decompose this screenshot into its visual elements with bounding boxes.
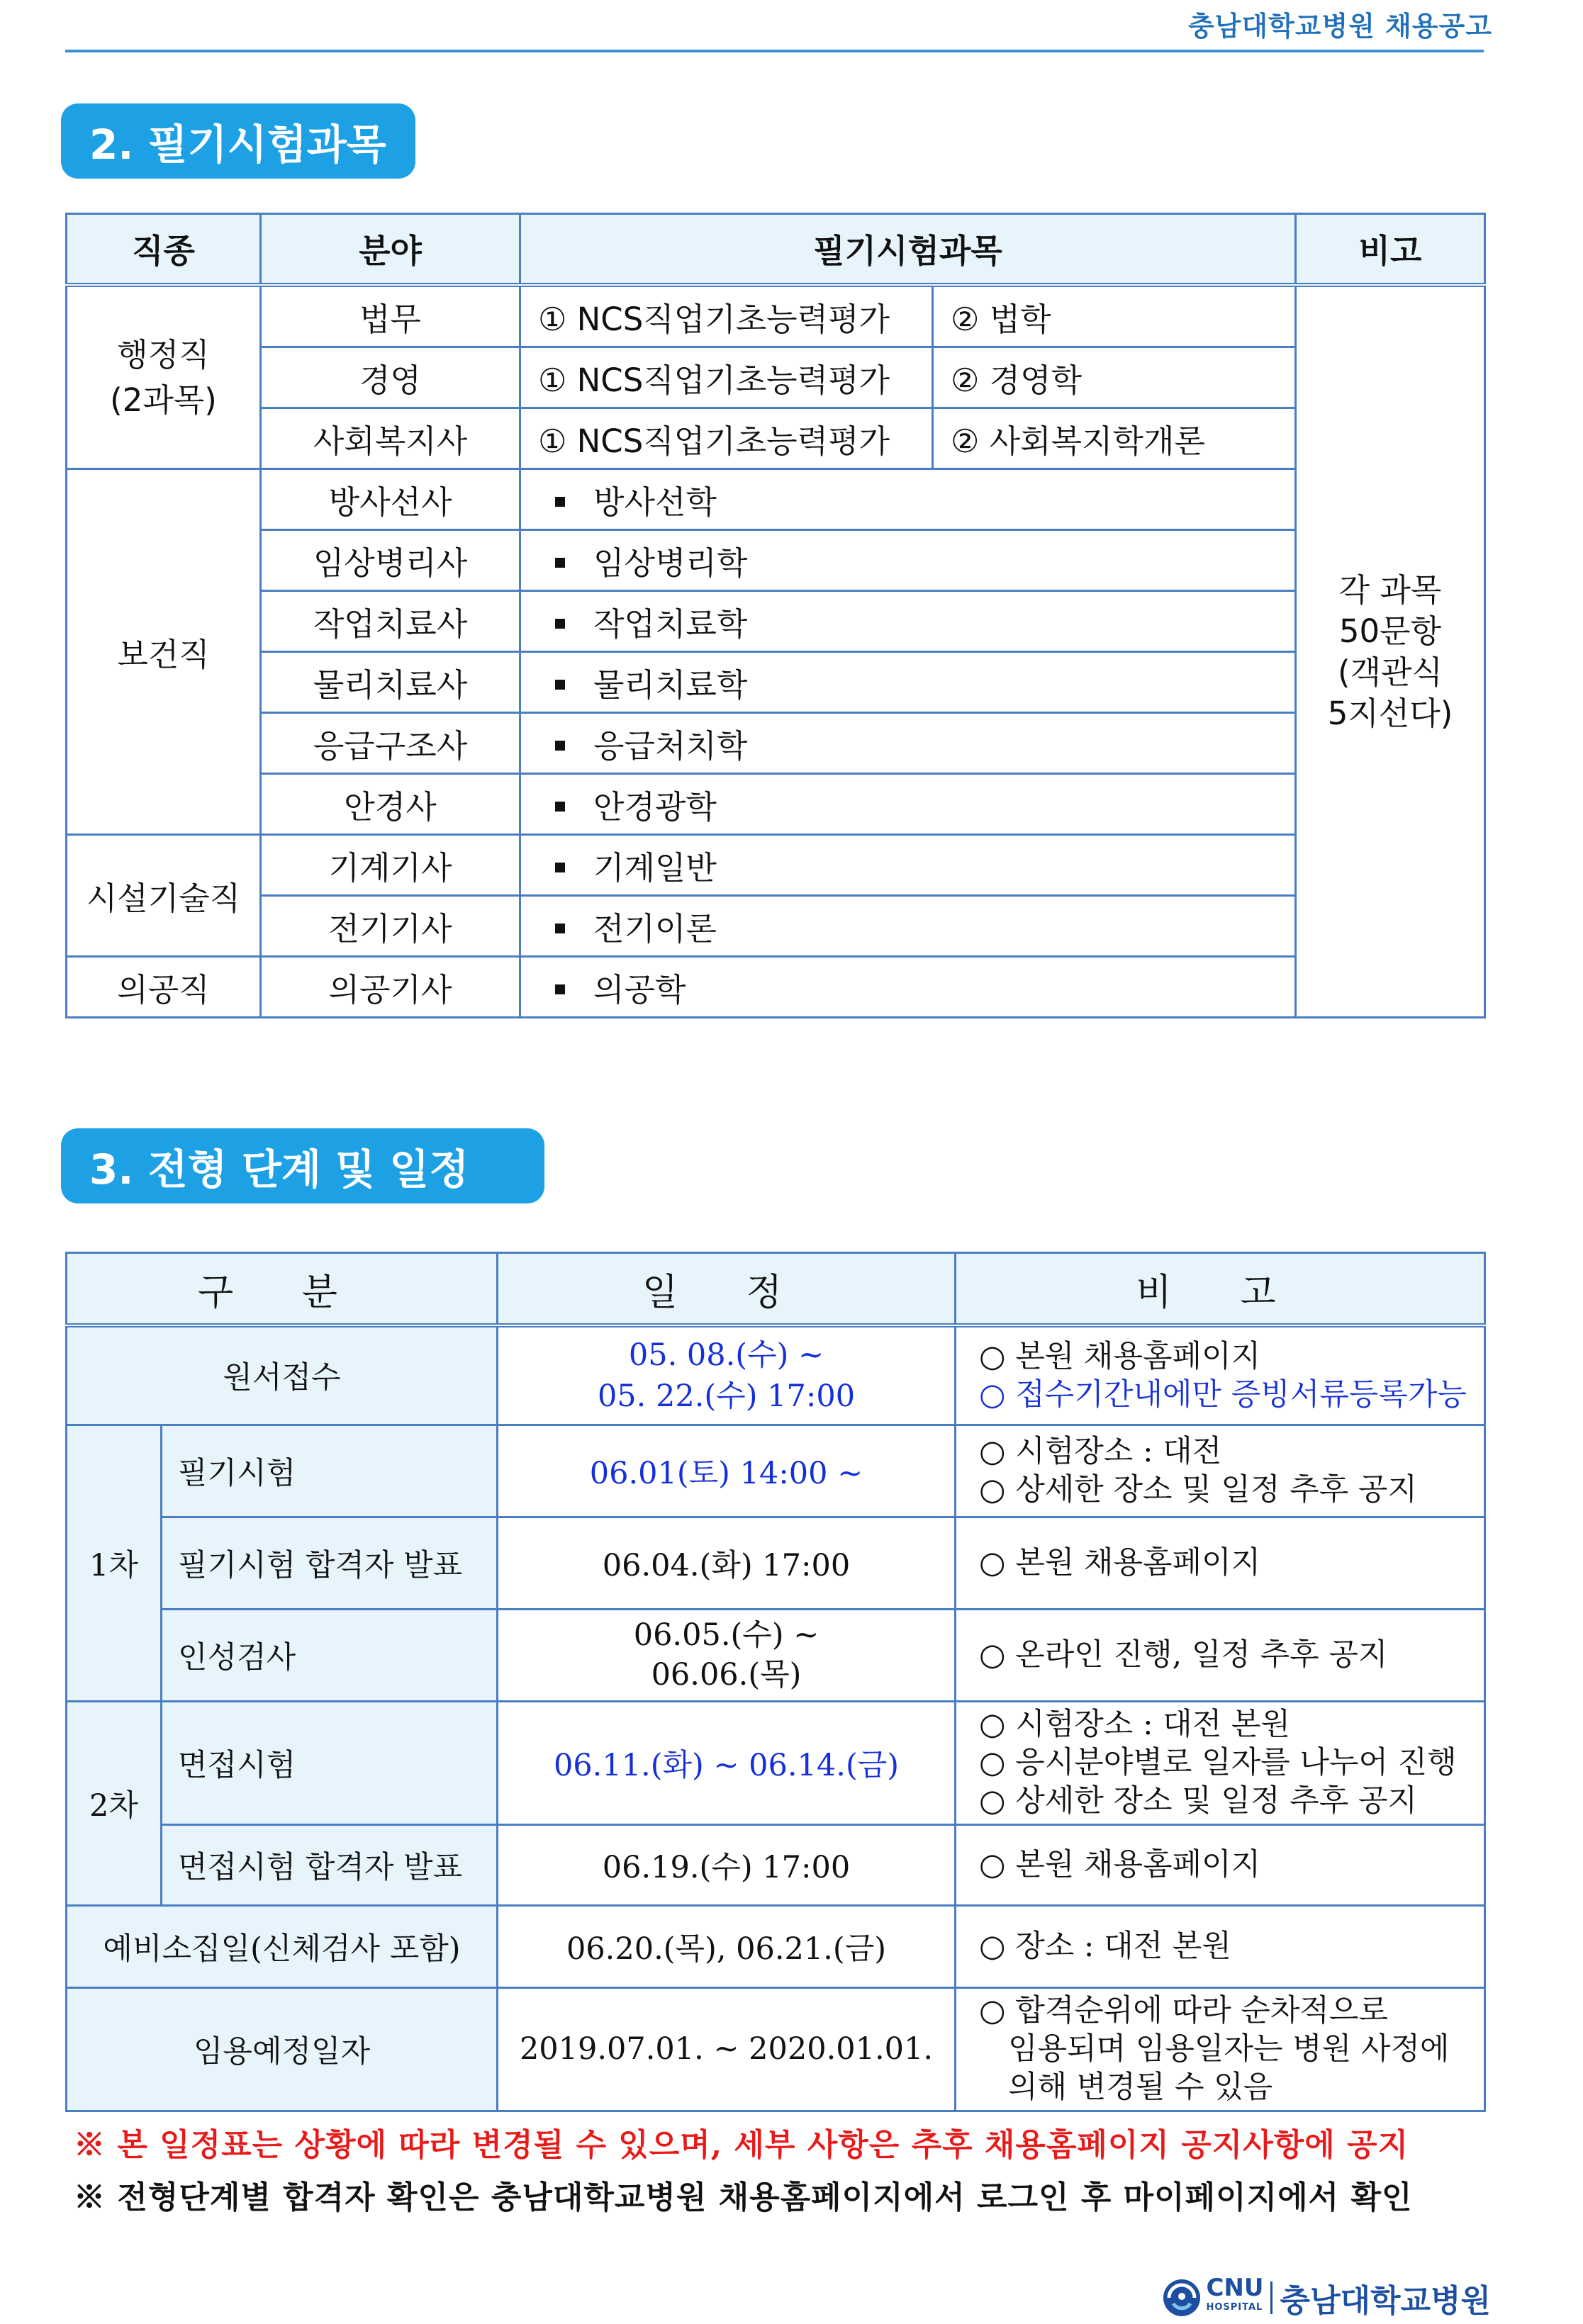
col-header-subject: 필기시험과목 — [520, 214, 1296, 286]
remarks-cell — [956, 1701, 1485, 1824]
field-cell: 안경사 — [261, 774, 520, 835]
table-row — [67, 530, 1485, 591]
row-label-interview: 면접시험 — [162, 1701, 498, 1824]
logo-hospital-text: HOSPITAL — [1206, 2302, 1263, 2313]
table-row — [67, 347, 1485, 408]
table-row — [67, 1824, 1485, 1905]
remarks-line: ○ 시험장소 : 대전 본원 — [979, 1707, 1290, 1742]
schedule-line: 06.06.(목) — [651, 1657, 802, 1693]
schedule-cell: 06.11.(화) ~ 06.14.(금) — [498, 1701, 956, 1824]
field-cell: 전기기사 — [261, 896, 520, 957]
remarks-cell: ○ 본원 채용홈페이지 — [956, 1824, 1485, 1905]
schedule-cell: 06.20.(목), 06.21.(금) — [498, 1905, 956, 1987]
schedule-cell: 06.04.(화) 17:00 — [498, 1517, 956, 1609]
table-row — [67, 957, 1485, 1018]
table-row — [67, 713, 1485, 774]
group-health: 보건직 — [67, 469, 261, 835]
group-facility: 시설기술직 — [67, 835, 261, 957]
header-divider — [65, 50, 1484, 52]
stage2-label: 2차 — [67, 1701, 162, 1905]
row-label-apply: 원서접수 — [67, 1325, 498, 1425]
table-row — [67, 1987, 1485, 2111]
logo-cnu — [1206, 2274, 1264, 2318]
subject-text: 방사선학 — [593, 483, 717, 521]
group-medeng: 의공직 — [67, 957, 261, 1018]
field-cell: 법무 — [261, 285, 520, 347]
field-cell: 물리치료사 — [261, 652, 520, 713]
table-row — [67, 1325, 1485, 1425]
table-row — [67, 652, 1485, 713]
table-row — [67, 1425, 1485, 1517]
subject-text: 기계일반 — [593, 849, 717, 887]
bullet-icon — [555, 924, 565, 933]
bullet-icon — [555, 741, 565, 751]
table-row — [67, 469, 1485, 530]
subject-cell — [520, 652, 1296, 713]
schedule-line: 06.05.(수) ~ — [633, 1617, 820, 1653]
subject-cell — [520, 530, 1296, 591]
row-label-interview-result: 면접시험 합격자 발표 — [162, 1824, 498, 1905]
subject-text: 임상병리학 — [593, 544, 748, 582]
field-cell: 기계기사 — [261, 835, 520, 896]
field-cell: 경영 — [261, 347, 520, 408]
remarks-line: ○ 시험장소 : 대전 — [979, 1434, 1222, 1469]
written-exam-table — [65, 213, 1486, 1018]
table-row — [67, 1905, 1485, 1987]
subject-cell — [520, 469, 1296, 530]
table-row — [67, 1609, 1485, 1701]
subject-text: 의공학 — [593, 971, 686, 1009]
table-row — [67, 774, 1485, 835]
col-header-field: 분야 — [261, 214, 520, 286]
table-row — [67, 408, 1485, 469]
logo-cnu-text: CNU — [1206, 2274, 1264, 2302]
table-row — [67, 1517, 1485, 1609]
schedule-line: 05. 08.(수) ~ — [628, 1337, 824, 1373]
schedule-cell: 2019.07.01. ~ 2020.01.01. — [498, 1987, 956, 2111]
remarks-line: ○ 상세한 장소 및 일정 추후 공지 — [979, 1783, 1417, 1819]
schedule-line: 05. 22.(수) 17:00 — [597, 1378, 856, 1414]
bullet-icon — [555, 497, 565, 507]
col-header-job: 직종 — [67, 214, 261, 286]
subject-cell — [520, 774, 1296, 835]
subject-cell: ① NCS직업기초능력평가 — [520, 408, 933, 469]
field-cell: 응급구조사 — [261, 713, 520, 774]
subject-cell — [520, 957, 1296, 1018]
field-cell: 사회복지사 — [261, 408, 520, 469]
remarks-line: ○ 합격순위에 따라 순차적으로 — [979, 1993, 1388, 2028]
bullet-icon — [555, 619, 565, 629]
subject-cell: ① NCS직업기초능력평가 — [520, 347, 933, 408]
row-label-personality: 인성검사 — [162, 1609, 498, 1701]
subject-text: 물리치료학 — [593, 666, 748, 704]
field-cell: 의공기사 — [261, 957, 520, 1018]
schedule-cell — [498, 1325, 956, 1425]
subject-text: 전기이론 — [593, 910, 717, 948]
schedule-cell — [498, 1609, 956, 1701]
subject-text: 작업치료학 — [593, 605, 748, 643]
remarks-line: 의해 변경될 수 있음 — [979, 2070, 1273, 2105]
subject-cell — [520, 896, 1296, 957]
bullet-icon — [555, 802, 565, 812]
row-label-written: 필기시험 — [162, 1425, 498, 1517]
stage1-label: 1차 — [67, 1425, 162, 1701]
subject-text: 응급처치학 — [593, 727, 748, 765]
remarks-line: ○ 접수기간내에만 증빙서류등록가능 — [979, 1376, 1467, 1413]
section3-title: 3. 전형 단계 및 일정 — [61, 1128, 544, 1203]
subject-cell: ② 법학 — [933, 285, 1296, 347]
table-row — [67, 591, 1485, 652]
remarks-cell: ○ 장소 : 대전 본원 — [956, 1905, 1485, 1987]
field-cell: 방사선사 — [261, 469, 520, 530]
subject-cell — [520, 835, 1296, 896]
subject-cell: ② 사회복지학개론 — [933, 408, 1296, 469]
logo-hospital-name: 충남대학교병원 — [1280, 2283, 1491, 2319]
col-header-remarks: 비 고 — [956, 1253, 1485, 1326]
row-label-appoint: 임용예정일자 — [67, 1987, 498, 2111]
remarks-line: 임용되며 임용일자는 병원 사정에 — [979, 2031, 1450, 2067]
row-label-prelim: 예비소집일(신체검사 포함) — [67, 1905, 498, 1987]
field-cell: 작업치료사 — [261, 591, 520, 652]
remarks-cell — [956, 1987, 1485, 2111]
field-cell: 임상병리사 — [261, 530, 520, 591]
remarks-line: ○ 본원 채용홈페이지 — [979, 1338, 1261, 1374]
subject-text: 안경광학 — [593, 788, 717, 826]
table-row — [67, 896, 1485, 957]
table-row — [67, 1701, 1485, 1824]
remarks-cell — [956, 1325, 1485, 1425]
hospital-logo — [1162, 2275, 1491, 2320]
remarks-cell: ○ 본원 채용홈페이지 — [956, 1517, 1485, 1609]
row-label-written-result: 필기시험 합격자 발표 — [162, 1517, 498, 1609]
remarks-cell: ○ 온라인 진행, 일정 추후 공지 — [956, 1609, 1485, 1701]
bullet-icon — [555, 558, 565, 568]
footer-note-red: ※ 본 일정표는 상황에 따라 변경될 수 있으며, 세부 사항은 추후 채용홈페이지 공지사항에 공지 — [74, 2127, 1409, 2163]
col-header-note: 비고 — [1296, 214, 1485, 286]
subject-cell: ① NCS직업기초능력평가 — [520, 285, 933, 347]
bullet-icon — [555, 680, 565, 690]
schedule-table — [65, 1252, 1486, 2112]
remarks-cell — [956, 1425, 1485, 1517]
hospital-emblem-icon — [1162, 2278, 1202, 2318]
remarks-line: ○ 응시분야별로 일자를 나누어 진행 — [979, 1745, 1457, 1780]
remarks-line: ○ 상세한 장소 및 일정 추후 공지 — [979, 1472, 1417, 1508]
col-header-schedule: 일 정 — [498, 1253, 956, 1326]
header-title: 충남대학교병원 채용공고 — [1187, 11, 1492, 42]
bullet-icon — [555, 984, 565, 994]
subject-cell — [520, 591, 1296, 652]
schedule-cell: 06.01(토) 14:00 ~ — [498, 1425, 956, 1517]
subject-cell — [520, 713, 1296, 774]
schedule-cell: 06.19.(수) 17:00 — [498, 1824, 956, 1905]
note-cell: 각 과목 50문항 (객관식 5지선다) — [1296, 285, 1485, 1018]
subject-cell: ② 경영학 — [933, 347, 1296, 408]
table-header-row — [67, 214, 1485, 286]
group-admin: 행정직 (2과목) — [67, 285, 261, 469]
logo-divider — [1270, 2281, 1272, 2314]
footer-note: ※ 전형단계별 합격자 확인은 충남대학교병원 채용홈페이지에서 로그인 후 마이페이지에서 확인 — [74, 2179, 1413, 2216]
table-header-row — [67, 1253, 1485, 1326]
bullet-icon — [555, 863, 565, 872]
table-row — [67, 835, 1485, 896]
col-header-category: 구 분 — [67, 1253, 498, 1326]
section2-title: 2. 필기시험과목 — [61, 103, 415, 179]
table-row — [67, 285, 1485, 347]
